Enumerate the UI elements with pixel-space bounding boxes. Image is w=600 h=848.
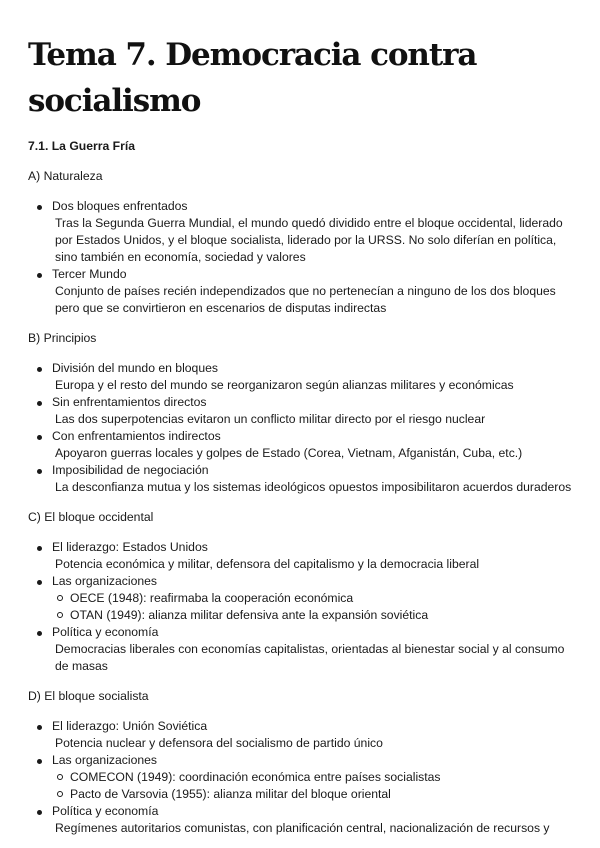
list-item [52,266,572,317]
section-heading: D) El bloque socialista [28,689,149,703]
item-description: Potencia económica y militar, defensora del capitalismo y la democracia liberal [55,557,480,571]
item-label: El liderazgo: Estados Unidos [52,540,208,554]
item-description: La desconfianza mutua y los sistemas ideológicos opuestos imposibilitaron acuerdos duraderos [55,480,572,494]
bullet-list [28,718,572,837]
bullet-list [28,539,572,675]
list-item [52,360,572,394]
sub-list-item: Pacto de Varsovia (1955): alianza militar del bloque oriental [70,786,572,803]
item-description: Democracias liberales con economías capitalistas, orientadas al bienestar social y al consumo de masas [55,642,565,673]
item-description: Apoyaron guerras locales y golpes de Estado (Corea, Vietnam, Afganistán, Cuba, etc.) [55,446,523,460]
section-heading: A) Naturaleza [28,169,103,183]
list-item [52,752,572,803]
sub-list-item: OTAN (1949): alianza militar defensiva ante la expansión soviética [70,607,572,624]
sub-list [52,590,572,624]
item-label: Dos bloques enfrentados [52,199,188,213]
section [28,330,572,496]
item-label: División del mundo en bloques [52,361,218,375]
document-title: Tema 7. Democracia contra socialismo [28,37,477,119]
bullet-list [28,360,572,496]
sections-container [28,168,572,837]
list-item [52,394,572,428]
item-description: Regímenes autoritarios comunistas, con planificación central, nacionalización de recursos y [55,821,550,835]
item-label: El liderazgo: Unión Soviética [52,719,208,733]
list-item [52,573,572,624]
list-item [52,539,572,573]
list-item [52,718,572,752]
list-item [52,428,572,462]
item-description: Las dos superpotencias evitaron un conflicto militar directo por el riesgo nuclear [55,412,486,426]
item-label: Las organizaciones [52,753,158,767]
item-label: Tercer Mundo [52,267,127,281]
list-item [52,803,572,837]
list-item [52,198,572,266]
item-label: Política y economía [52,804,159,818]
item-description: Conjunto de países recién independizados que no pertenecían a ninguno de los dos bloques pero que se convirtieron en escenarios de disputas indirectas [55,284,556,315]
bullet-list [28,198,572,317]
item-description: Europa y el resto del mundo se reorganizaron según alianzas militares y económicas [55,378,514,392]
list-item [52,624,572,675]
section [28,509,572,675]
section [28,168,572,317]
sub-list-item: COMECON (1949): coordinación económica entre países socialistas [70,769,572,786]
item-label: Imposibilidad de negociación [52,463,209,477]
item-description: Tras la Segunda Guerra Mundial, el mundo quedó dividido entre el bloque occidental, liderado por Estados Unidos, y el bloque socialista, liderado por la URSS. No solo diferían en política, sino también en economía, sociedad y valores [55,216,563,264]
section-heading: C) El bloque occidental [28,510,154,524]
item-label: Sin enfrentamientos directos [52,395,207,409]
item-label: Política y economía [52,625,159,639]
list-item [52,462,572,496]
section-subtitle: 7.1. La Guerra Fría [28,139,136,153]
item-label: Con enfrentamientos indirectos [52,429,221,443]
section-heading: B) Principios [28,331,97,345]
sub-list-item: OECE (1948): reafirmaba la cooperación económica [70,590,572,607]
item-label: Las organizaciones [52,574,158,588]
section [28,688,572,837]
sub-list [52,769,572,803]
item-description: Potencia nuclear y defensora del socialismo de partido único [55,736,383,750]
